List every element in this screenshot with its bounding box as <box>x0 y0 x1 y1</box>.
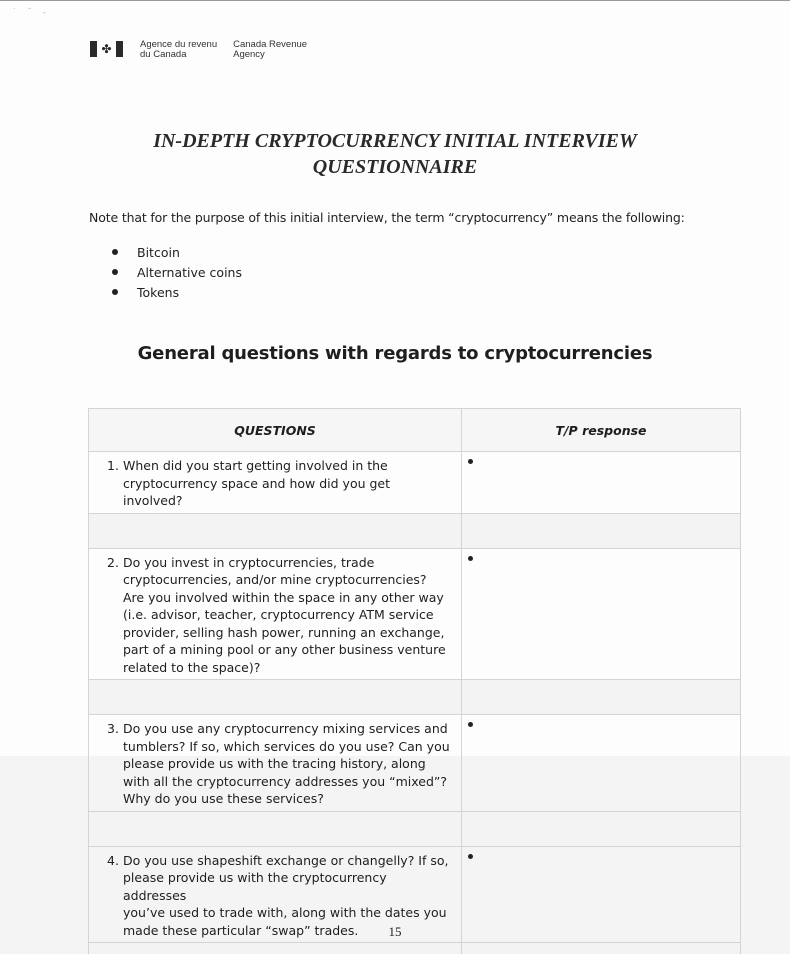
term-label: Bitcoin <box>137 244 180 260</box>
bullet-icon <box>112 269 118 275</box>
agency-name-french <box>140 40 217 60</box>
questions-table <box>88 408 741 954</box>
crypto-terms-list <box>112 242 242 302</box>
agency-fr-line1: Agence du revenu <box>140 39 218 50</box>
table-spacer-row <box>89 943 741 954</box>
column-header-questions: QUESTIONS <box>89 409 462 452</box>
column-header-response: T/P response <box>462 409 741 452</box>
list-item <box>112 242 242 262</box>
question-number: 2. <box>107 554 119 570</box>
bullet-icon <box>112 289 118 295</box>
question-line: Are you involved within the space in any other way <box>123 589 444 605</box>
question-number: 1. <box>107 458 119 473</box>
question-line: When did you start getting involved in the <box>123 458 388 473</box>
question-line: Do you use shapeshift exchange or changelly? If so, <box>123 852 449 868</box>
question-line: (i.e. advisor, teacher, cryptocurrency ATM service <box>123 607 434 622</box>
table-row <box>89 715 741 812</box>
question-line: tumblers? If so, which services do you use? Can you <box>123 738 450 754</box>
question-cell <box>89 548 462 680</box>
term-label: Alternative coins <box>137 264 242 280</box>
question-line: related to the space)? <box>123 659 261 675</box>
response-cell <box>462 715 741 812</box>
section-heading: General questions with regards to cryptocurrencies <box>137 343 653 364</box>
bullet-icon <box>468 556 473 561</box>
question-cell <box>89 452 462 514</box>
document-title <box>110 128 680 180</box>
scan-top-edge <box>0 0 790 1</box>
table-row <box>89 548 741 680</box>
question-line: cryptocurrencies, and/or mine cryptocurrencies? <box>123 572 427 587</box>
question-number: 3. <box>107 721 119 736</box>
response-cell <box>462 846 741 943</box>
question-line: provider, selling hash power, running an exchange, <box>123 624 445 640</box>
intro-paragraph: Note that for the purpose of this initial interview, the term “cryptocurrency” means the following: <box>89 210 685 225</box>
table-row <box>89 452 741 514</box>
question-line: Do you invest in cryptocurrencies, trade <box>123 554 375 570</box>
bullet-icon <box>468 459 473 464</box>
list-item <box>112 262 242 282</box>
response-cell <box>462 548 741 680</box>
page-number: 15 <box>388 924 402 939</box>
table-spacer-row <box>89 680 741 715</box>
list-item <box>112 282 242 302</box>
term-label: Tokens <box>137 284 180 300</box>
question-line: cryptocurrency space and how did you get involved? <box>123 475 391 508</box>
question-line: with all the cryptocurrency addresses you “mixed”? <box>123 773 447 789</box>
bullet-icon <box>468 722 473 727</box>
question-number: 4. <box>107 852 119 868</box>
question-line: please provide us with the tracing history, along <box>123 756 426 771</box>
agency-en-line2: Agency <box>233 49 265 60</box>
question-line: made these particular “swap” trades. <box>123 922 359 938</box>
question-line: Why do you use these services? <box>123 791 324 806</box>
question-line: part of a mining pool or any other business venture <box>123 642 446 657</box>
scan-artifact: ˙ ˘ ‐ <box>12 8 50 18</box>
table-header-row <box>89 409 741 452</box>
title-line2: QUESTIONNAIRE <box>312 156 478 178</box>
table-spacer-row <box>89 811 741 846</box>
question-line: please provide us with the cryptocurrency addresses <box>123 870 387 903</box>
table-spacer-row <box>89 513 741 548</box>
canada-flag-icon: ✤ <box>90 40 123 58</box>
bullet-icon <box>468 854 473 859</box>
government-header <box>90 40 307 60</box>
bullet-icon <box>112 249 118 255</box>
question-line: you’ve used to trade with, along with the dates you <box>123 905 447 920</box>
agency-name-english <box>233 40 307 60</box>
question-line: Do you use any cryptocurrency mixing services and <box>123 721 448 736</box>
response-cell <box>462 452 741 514</box>
agency-fr-line2: du Canada <box>140 49 187 60</box>
title-line1: IN-DEPTH CRYPTOCURRENCY INITIAL INTERVIEW <box>153 130 637 152</box>
agency-en-line1: Canada Revenue <box>233 39 308 50</box>
question-cell <box>89 715 462 812</box>
